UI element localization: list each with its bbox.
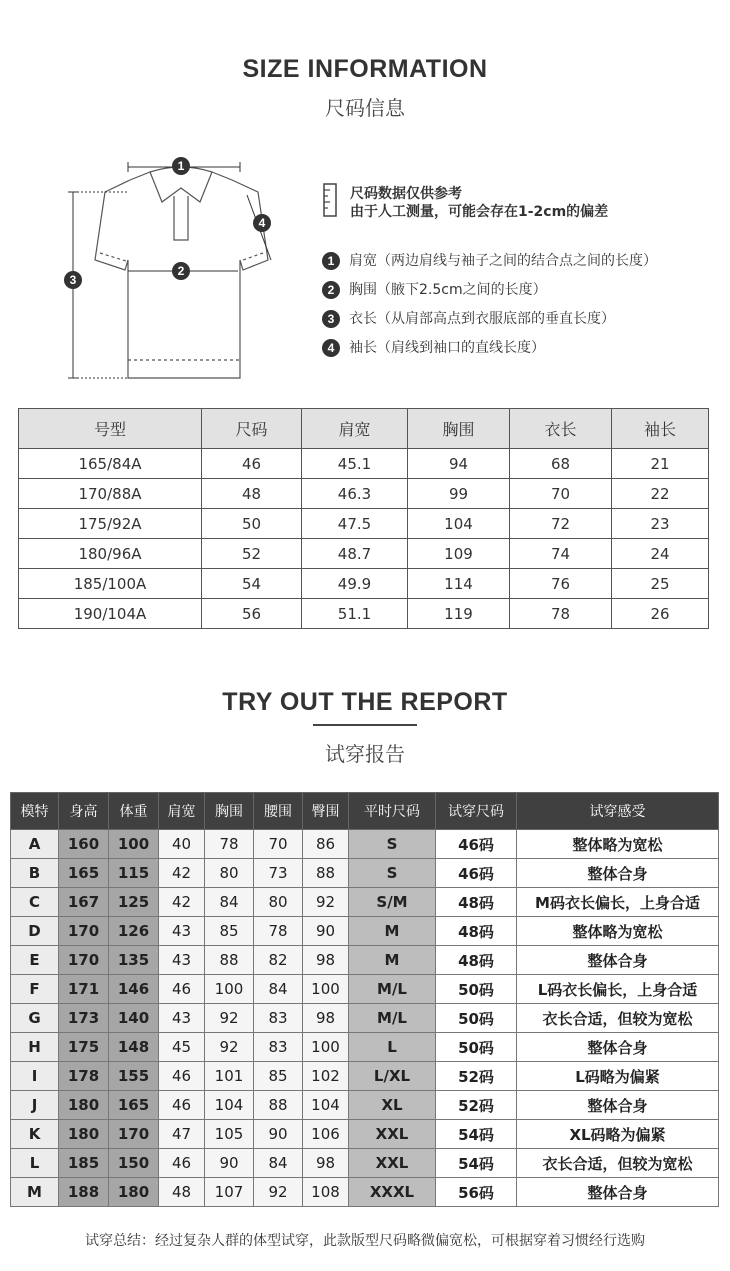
table-row (11, 1033, 719, 1062)
try-report-table (10, 792, 719, 1207)
table-cell: 125 (109, 888, 159, 917)
table-cell: 114 (408, 569, 510, 599)
table-cell: 165 (59, 859, 109, 888)
table-cell: 180 (59, 1091, 109, 1120)
header-cell: 胸围 (408, 409, 510, 449)
table-cell: 整体合身 (517, 859, 719, 888)
try-report-title-en: TRY OUT THE REPORT (222, 688, 508, 716)
table-cell: 180 (59, 1120, 109, 1149)
header-cell: 试穿感受 (517, 793, 719, 830)
title-divider (313, 724, 417, 726)
table-cell: 整体略为宽松 (517, 830, 719, 859)
disclaimer-line-1: 尺码数据仅供参考 (350, 186, 462, 202)
table-row (11, 1178, 719, 1207)
table-cell: 84 (254, 1149, 303, 1178)
table-cell: 72 (510, 509, 612, 539)
table-cell: 150 (109, 1149, 159, 1178)
table-cell: 170/88A (19, 479, 202, 509)
header-cell: 肩宽 (302, 409, 408, 449)
table-row (19, 569, 709, 599)
table-cell: E (11, 946, 59, 975)
table-cell: XL码略为偏紧 (517, 1120, 719, 1149)
table-cell: 48 (159, 1178, 205, 1207)
table-row (11, 1004, 719, 1033)
table-cell: K (11, 1120, 59, 1149)
table-cell: 46 (159, 1091, 205, 1120)
table-cell: 88 (254, 1091, 303, 1120)
legend-item-chest (322, 279, 547, 299)
size-info-title-cn: 尺码信息 (325, 96, 405, 120)
diagram-marker-3: 3 (69, 273, 77, 287)
header-cell: 平时尺码 (349, 793, 436, 830)
table-cell: 48 (202, 479, 302, 509)
table-cell: 146 (109, 975, 159, 1004)
table-cell: F (11, 975, 59, 1004)
table-cell: 100 (109, 830, 159, 859)
table-cell: L (349, 1033, 436, 1062)
table-cell: 173 (59, 1004, 109, 1033)
table-cell: 整体略为宽松 (517, 917, 719, 946)
table-cell: S/M (349, 888, 436, 917)
table-cell: 24 (612, 539, 709, 569)
table-cell: 170 (59, 946, 109, 975)
table-cell: 26 (612, 599, 709, 629)
table-cell: 175/92A (19, 509, 202, 539)
table-cell: 70 (510, 479, 612, 509)
table-cell: 48.7 (302, 539, 408, 569)
table-cell: 46码 (436, 830, 517, 859)
table-cell: 40 (159, 830, 205, 859)
table-cell: 80 (254, 888, 303, 917)
table-cell: 衣长合适，但较为宽松 (517, 1004, 719, 1033)
legend-text: 肩宽（两边肩线与袖子之间的结合点之间的长度） (349, 253, 657, 269)
legend-text: 衣长（从肩部高点到衣服底部的垂直长度） (349, 311, 615, 327)
table-cell: 98 (303, 1149, 349, 1178)
table-cell: 47.5 (302, 509, 408, 539)
number-1-icon: 1 (322, 252, 340, 270)
table-row (11, 830, 719, 859)
table-cell: 73 (254, 859, 303, 888)
table-cell: M码衣长偏长，上身合适 (517, 888, 719, 917)
polo-shirt-icon (50, 150, 295, 390)
table-cell: H (11, 1033, 59, 1062)
table-cell: 90 (303, 917, 349, 946)
header-cell: 衣长 (510, 409, 612, 449)
table-cell: 105 (205, 1120, 254, 1149)
try-report-title-cn: 试穿报告 (325, 742, 405, 766)
table-cell: 43 (159, 1004, 205, 1033)
table-row (11, 1120, 719, 1149)
table-cell: 42 (159, 888, 205, 917)
table-cell: 148 (109, 1033, 159, 1062)
table-cell: M (349, 946, 436, 975)
table-cell: 46 (159, 975, 205, 1004)
table-cell: 52码 (436, 1091, 517, 1120)
table-cell: 22 (612, 479, 709, 509)
table-cell: 86 (303, 830, 349, 859)
table-cell: 整体合身 (517, 946, 719, 975)
table-cell: S (349, 830, 436, 859)
table-cell: 46码 (436, 859, 517, 888)
table-cell: 46 (159, 1062, 205, 1091)
diagram-marker-4: 4 (258, 216, 266, 230)
table-cell: XXL (349, 1149, 436, 1178)
table-row (19, 599, 709, 629)
legend-text: 胸围（腋下2.5cm之间的长度） (349, 282, 547, 298)
table-cell: 56 (202, 599, 302, 629)
table-cell: M (349, 917, 436, 946)
table-cell: 80 (205, 859, 254, 888)
table-cell: 88 (303, 859, 349, 888)
table-cell: 92 (303, 888, 349, 917)
table-cell: 43 (159, 917, 205, 946)
legend-item-length (322, 308, 615, 328)
table-cell: 92 (254, 1178, 303, 1207)
table-cell: 78 (254, 917, 303, 946)
header-cell: 袖长 (612, 409, 709, 449)
table-cell: L码衣长偏长，上身合适 (517, 975, 719, 1004)
table-cell: 102 (303, 1062, 349, 1091)
size-table (18, 408, 709, 629)
table-cell: 175 (59, 1033, 109, 1062)
table-cell: 84 (205, 888, 254, 917)
table-cell: 21 (612, 449, 709, 479)
table-cell: 104 (303, 1091, 349, 1120)
table-cell: 165/84A (19, 449, 202, 479)
table-cell: 78 (510, 599, 612, 629)
table-cell: S (349, 859, 436, 888)
table-cell: 185 (59, 1149, 109, 1178)
table-cell: 90 (205, 1149, 254, 1178)
table-cell: 46.3 (302, 479, 408, 509)
table-cell: 178 (59, 1062, 109, 1091)
table-cell: 51.1 (302, 599, 408, 629)
table-cell: 整体合身 (517, 1033, 719, 1062)
header-cell: 胸围 (205, 793, 254, 830)
table-cell: 54码 (436, 1149, 517, 1178)
table-cell: 160 (59, 830, 109, 859)
table-cell: 76 (510, 569, 612, 599)
table-cell: D (11, 917, 59, 946)
table-cell: 84 (254, 975, 303, 1004)
table-cell: 83 (254, 1004, 303, 1033)
table-cell: 126 (109, 917, 159, 946)
table-cell: 衣长合适，但较为宽松 (517, 1149, 719, 1178)
table-cell: 50码 (436, 1004, 517, 1033)
table-cell: 109 (408, 539, 510, 569)
table-cell: 98 (303, 1004, 349, 1033)
table-cell: 54码 (436, 1120, 517, 1149)
table-row (19, 509, 709, 539)
table-cell: XL (349, 1091, 436, 1120)
table-row (11, 946, 719, 975)
header-cell: 身高 (59, 793, 109, 830)
table-cell: 115 (109, 859, 159, 888)
table-row (11, 1149, 719, 1178)
table-cell: 49.9 (302, 569, 408, 599)
table-cell: 83 (254, 1033, 303, 1062)
table-cell: C (11, 888, 59, 917)
ruler-icon (323, 183, 337, 217)
table-cell: L/XL (349, 1062, 436, 1091)
table-cell: 50码 (436, 975, 517, 1004)
table-row (19, 449, 709, 479)
size-table-header-row (19, 409, 709, 449)
table-row (11, 1062, 719, 1091)
table-cell: XXXL (349, 1178, 436, 1207)
table-cell: M (11, 1178, 59, 1207)
table-row (11, 859, 719, 888)
table-cell: M/L (349, 975, 436, 1004)
table-cell: 47 (159, 1120, 205, 1149)
header-cell: 试穿尺码 (436, 793, 517, 830)
number-3-icon: 3 (322, 310, 340, 328)
table-cell: 100 (303, 975, 349, 1004)
table-cell: 140 (109, 1004, 159, 1033)
try-summary: 试穿总结：经过复杂人群的体型试穿，此款版型尺码略微偏宽松，可根据穿着习惯经行选购 (85, 1233, 645, 1249)
table-cell: 180/96A (19, 539, 202, 569)
table-cell: 85 (254, 1062, 303, 1091)
table-cell: 165 (109, 1091, 159, 1120)
table-cell: J (11, 1091, 59, 1120)
table-cell: 100 (205, 975, 254, 1004)
legend-item-shoulder (322, 250, 657, 270)
table-cell: 185/100A (19, 569, 202, 599)
table-cell: 42 (159, 859, 205, 888)
table-cell: A (11, 830, 59, 859)
legend-text: 袖长（肩线到袖口的直线长度） (349, 340, 545, 356)
table-cell: 170 (59, 917, 109, 946)
table-cell: 90 (254, 1120, 303, 1149)
table-row (11, 888, 719, 917)
table-cell: 99 (408, 479, 510, 509)
table-cell: 56码 (436, 1178, 517, 1207)
table-row (11, 1091, 719, 1120)
table-cell: 48码 (436, 946, 517, 975)
header-cell: 号型 (19, 409, 202, 449)
table-cell: 50 (202, 509, 302, 539)
table-cell: 106 (303, 1120, 349, 1149)
table-cell: 94 (408, 449, 510, 479)
table-cell: 25 (612, 569, 709, 599)
table-cell: 101 (205, 1062, 254, 1091)
table-cell: 119 (408, 599, 510, 629)
table-cell: 46 (202, 449, 302, 479)
table-row (11, 975, 719, 1004)
table-cell: I (11, 1062, 59, 1091)
size-info-title-en: SIZE INFORMATION (242, 55, 488, 83)
diagram-marker-1: 1 (177, 159, 185, 173)
table-cell: 188 (59, 1178, 109, 1207)
table-cell: 78 (205, 830, 254, 859)
table-cell: 85 (205, 917, 254, 946)
header-cell: 模特 (11, 793, 59, 830)
number-4-icon: 4 (322, 339, 340, 357)
table-cell: L (11, 1149, 59, 1178)
table-cell: 45 (159, 1033, 205, 1062)
table-cell: 92 (205, 1033, 254, 1062)
table-cell: 108 (303, 1178, 349, 1207)
table-cell: XXL (349, 1120, 436, 1149)
table-cell: 92 (205, 1004, 254, 1033)
table-cell: 100 (303, 1033, 349, 1062)
table-cell: 74 (510, 539, 612, 569)
table-cell: 171 (59, 975, 109, 1004)
table-cell: 104 (205, 1091, 254, 1120)
table-cell: 180 (109, 1178, 159, 1207)
header-cell: 体重 (109, 793, 159, 830)
table-cell: 135 (109, 946, 159, 975)
table-cell: L码略为偏紧 (517, 1062, 719, 1091)
table-cell: 23 (612, 509, 709, 539)
table-cell: 104 (408, 509, 510, 539)
header-cell: 尺码 (202, 409, 302, 449)
table-cell: 整体合身 (517, 1178, 719, 1207)
table-cell: 98 (303, 946, 349, 975)
table-cell: 170 (109, 1120, 159, 1149)
header-cell: 臀围 (303, 793, 349, 830)
table-cell: M/L (349, 1004, 436, 1033)
table-cell: 107 (205, 1178, 254, 1207)
table-cell: 88 (205, 946, 254, 975)
table-cell: 82 (254, 946, 303, 975)
table-cell: 155 (109, 1062, 159, 1091)
table-cell: 46 (159, 1149, 205, 1178)
table-cell: 43 (159, 946, 205, 975)
table-row (11, 917, 719, 946)
table-cell: 167 (59, 888, 109, 917)
table-cell: 52 (202, 539, 302, 569)
table-row (19, 479, 709, 509)
table-cell: G (11, 1004, 59, 1033)
header-cell: 肩宽 (159, 793, 205, 830)
table-cell: 45.1 (302, 449, 408, 479)
table-cell: 68 (510, 449, 612, 479)
legend-item-sleeve (322, 337, 545, 357)
disclaimer-line-2: 由于人工测量，可能会存在1-2cm的偏差 (350, 204, 609, 220)
table-cell: 190/104A (19, 599, 202, 629)
table-cell: B (11, 859, 59, 888)
header-cell: 腰围 (254, 793, 303, 830)
number-2-icon: 2 (322, 281, 340, 299)
try-table-header-row (11, 793, 719, 830)
table-cell: 48码 (436, 888, 517, 917)
diagram-marker-2: 2 (177, 264, 185, 278)
table-row (19, 539, 709, 569)
table-cell: 48码 (436, 917, 517, 946)
table-cell: 整体合身 (517, 1091, 719, 1120)
table-cell: 50码 (436, 1033, 517, 1062)
table-cell: 70 (254, 830, 303, 859)
table-cell: 52码 (436, 1062, 517, 1091)
table-cell: 54 (202, 569, 302, 599)
